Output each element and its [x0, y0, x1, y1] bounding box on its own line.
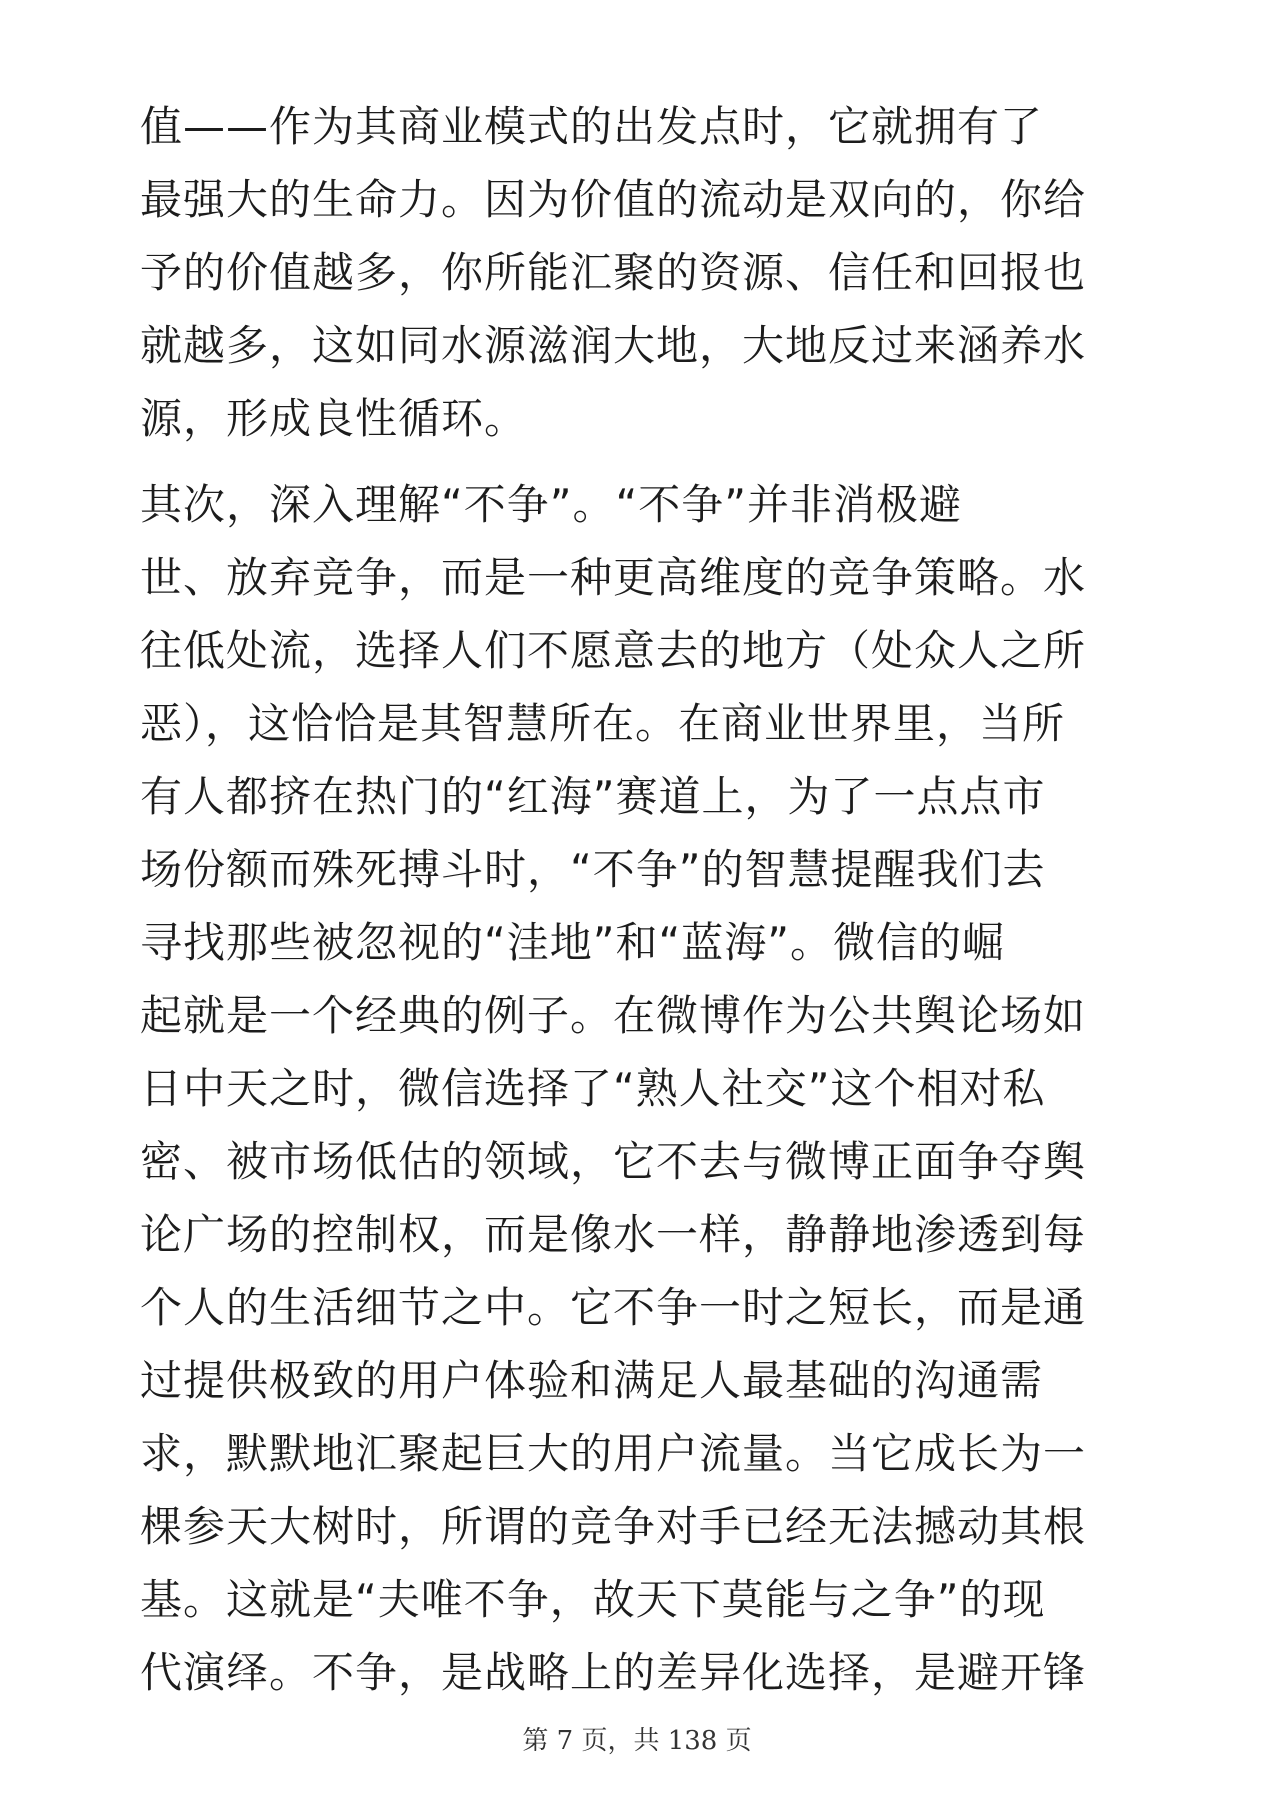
text-line: 源，形成良性循环。 [140, 394, 528, 443]
text-line: 基。这就是“夫唯不争，故天下莫能与之争”的现 [140, 1575, 1046, 1624]
text-line: 日中天之时，微信选择了“熟人社交”这个相对私 [140, 1064, 1046, 1113]
text-line: 恶），这恰恰是其智慧所在。在商业世界里，当所 [140, 699, 1066, 748]
text-line: 世、放弃竞争，而是一种更高维度的竞争策略。水 [140, 553, 1087, 602]
text-line: 个人的生活细节之中。它不争一时之短长，而是通 [140, 1283, 1087, 1332]
text-line: 过提供极致的用户体验和满足人最基础的沟通需 [140, 1356, 1044, 1405]
text-line: 论广场的控制权，而是像水一样，静静地渗透到每 [140, 1210, 1087, 1259]
page-number-footer: 第 7 页，共 138 页 [522, 1726, 752, 1756]
text-line: 起就是一个经典的例子。在微博作为公共舆论场如 [140, 991, 1087, 1040]
text-line: 寻找那些被忽视的“洼地”和“蓝海”。微信的崛 [140, 918, 1006, 967]
text-line: 其次，深入理解“不争”。“不争”并非消极避 [140, 480, 963, 529]
text-line: 就越多，这如同水源滋润大地，大地反过来涵养水 [140, 321, 1087, 370]
text-line: 有人都挤在热门的“红海”赛道上，为了一点点市 [140, 772, 1046, 821]
paragraph-1 [140, 90, 1140, 455]
text-line: 场份额而殊死搏斗时，“不争”的智慧提醒我们去 [140, 845, 1046, 894]
text-line: 往低处流，选择人们不愿意去的地方（处众人之所 [140, 626, 1087, 675]
text-line: 棵参天大树时，所谓的竞争对手已经无法撼动其根 [140, 1502, 1087, 1551]
text-line: 密、被市场低估的领域，它不去与微博正面争夺舆 [140, 1137, 1087, 1186]
paragraph-2 [140, 468, 1140, 1709]
text-line: 值——作为其商业模式的出发点时，它就拥有了 [140, 102, 1044, 151]
text-line: 代演绎。不争，是战略上的差异化选择，是避开锋 [140, 1648, 1087, 1697]
text-line: 最强大的生命力。因为价值的流动是双向的，你给 [140, 175, 1087, 224]
text-line: 求，默默地汇聚起巨大的用户流量。当它成长为一 [140, 1429, 1087, 1478]
text-line: 予的价值越多，你所能汇聚的资源、信任和回报也 [140, 248, 1087, 297]
